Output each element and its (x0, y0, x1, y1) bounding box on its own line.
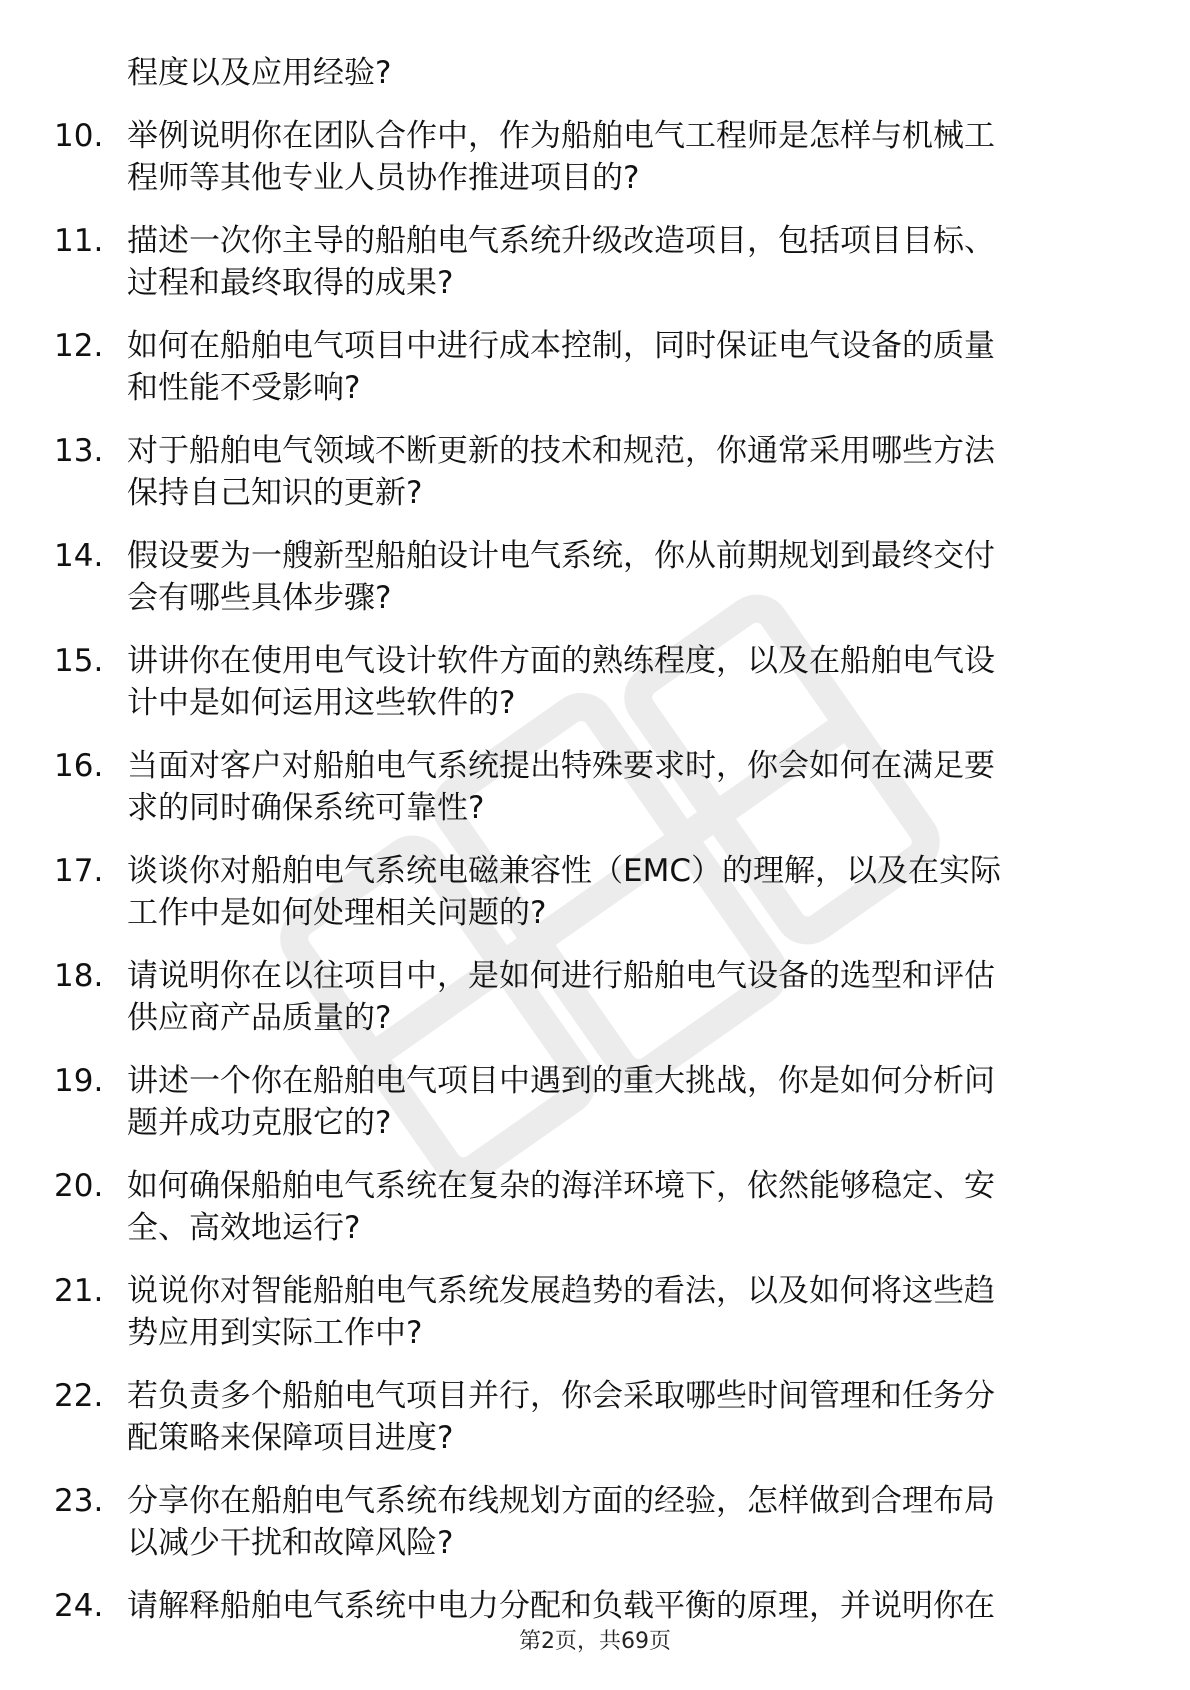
question-line: 工作中是如何处理相关问题的? (127, 895, 547, 931)
question-line: 举例说明你在团队合作中，作为船舶电气工程师是怎样与机械工 (127, 118, 995, 154)
question-line: 全、高效地运行? (127, 1210, 361, 1246)
question-text (127, 1270, 1132, 1354)
question-number: 10. (54, 118, 104, 154)
list-item (0, 745, 1190, 831)
question-text (127, 1480, 1132, 1564)
question-text (127, 850, 1132, 934)
list-item (0, 1165, 1190, 1251)
question-line: 讲讲你在使用电气设计软件方面的熟练程度，以及在船舶电气设 (127, 643, 995, 679)
question-line: 供应商产品质量的? (127, 1000, 392, 1036)
question-text (127, 535, 1132, 619)
question-list (0, 115, 1190, 1690)
question-text (127, 325, 1132, 409)
question-number: 20. (54, 1168, 104, 1204)
question-number: 11. (54, 223, 104, 259)
question-text (127, 115, 1132, 199)
question-line: 对于船舶电气领域不断更新的技术和规范，你通常采用哪些方法 (127, 433, 995, 469)
question-text (127, 1585, 1132, 1627)
question-number: 15. (54, 643, 104, 679)
question-line: 讲述一个你在船舶电气项目中遇到的重大挑战，你是如何分析问 (127, 1063, 995, 1099)
list-item (0, 535, 1190, 621)
question-line: 求的同时确保系统可靠性? (127, 790, 485, 826)
question-text (127, 1375, 1132, 1459)
question-line: 以减少干扰和故障风险? (127, 1525, 454, 1561)
question-line: 假设要为一艘新型船舶设计电气系统，你从前期规划到最终交付 (127, 538, 995, 574)
question-number: 23. (54, 1483, 104, 1519)
question-line: 程师等其他专业人员协作推进项目的? (127, 160, 640, 196)
list-item (0, 1375, 1190, 1461)
question-number: 16. (54, 748, 104, 784)
question-number: 14. (54, 538, 104, 574)
question-number: 21. (54, 1273, 104, 1309)
question-line: 分享你在船舶电气系统布线规划方面的经验，怎样做到合理布局 (127, 1483, 995, 1519)
question-text (127, 640, 1132, 724)
question-line: 保持自己知识的更新? (127, 475, 423, 511)
list-item (0, 1060, 1190, 1146)
question-line: 会有哪些具体步骤? (127, 580, 392, 616)
question-line: 当面对客户对船舶电气系统提出特殊要求时，你会如何在满足要 (127, 748, 995, 784)
question-line: 描述一次你主导的船舶电气系统升级改造项目，包括项目目标、 (127, 223, 995, 259)
page-footer: 第2页，共69页 (519, 1629, 671, 1654)
question-line: 请说明你在以往项目中，是如何进行船舶电气设备的选型和评估 (127, 958, 995, 994)
question-number: 13. (54, 433, 104, 469)
question-number: 18. (54, 958, 104, 994)
question-line: 请解释船舶电气系统中电力分配和负载平衡的原理，并说明你在 (127, 1588, 995, 1624)
list-item (0, 220, 1190, 306)
question-line: 如何在船舶电气项目中进行成本控制，同时保证电气设备的质量 (127, 328, 995, 364)
question-line: 过程和最终取得的成果? (127, 265, 454, 301)
question-text (127, 220, 1132, 304)
list-item (0, 955, 1190, 1041)
list-item (0, 430, 1190, 516)
list-item (0, 640, 1190, 726)
question-number: 17. (54, 853, 104, 889)
question-line: 题并成功克服它的? (127, 1105, 392, 1141)
question-line: 计中是如何运用这些软件的? (127, 685, 516, 721)
question-number: 12. (54, 328, 104, 364)
question-line: 谈谈你对船舶电气系统电磁兼容性（EMC）的理解，以及在实际 (127, 853, 1001, 889)
question-text (127, 1060, 1132, 1144)
question-text (127, 430, 1132, 514)
list-item (0, 1270, 1190, 1356)
question-line: 说说你对智能船舶电气系统发展趋势的看法，以及如何将这些趋 (127, 1273, 995, 1309)
question-line: 如何确保船舶电气系统在复杂的海洋环境下，依然能够稳定、安 (127, 1168, 995, 1204)
list-item (0, 850, 1190, 936)
question-number: 22. (54, 1378, 104, 1414)
question-line: 若负责多个船舶电气项目并行，你会采取哪些时间管理和任务分 (127, 1378, 995, 1414)
question-text (127, 1165, 1132, 1249)
question-number: 19. (54, 1063, 104, 1099)
question-line: 势应用到实际工作中? (127, 1315, 423, 1351)
list-item (0, 1480, 1190, 1566)
question-line: 配策略来保障项目进度? (127, 1420, 454, 1456)
question-line: 和性能不受影响? (127, 370, 361, 406)
continuation-text: 程度以及应用经验? (127, 55, 392, 91)
question-text (127, 955, 1132, 1039)
question-text (127, 745, 1132, 829)
list-item (0, 115, 1190, 201)
list-item (0, 325, 1190, 411)
question-number: 24. (54, 1588, 104, 1624)
